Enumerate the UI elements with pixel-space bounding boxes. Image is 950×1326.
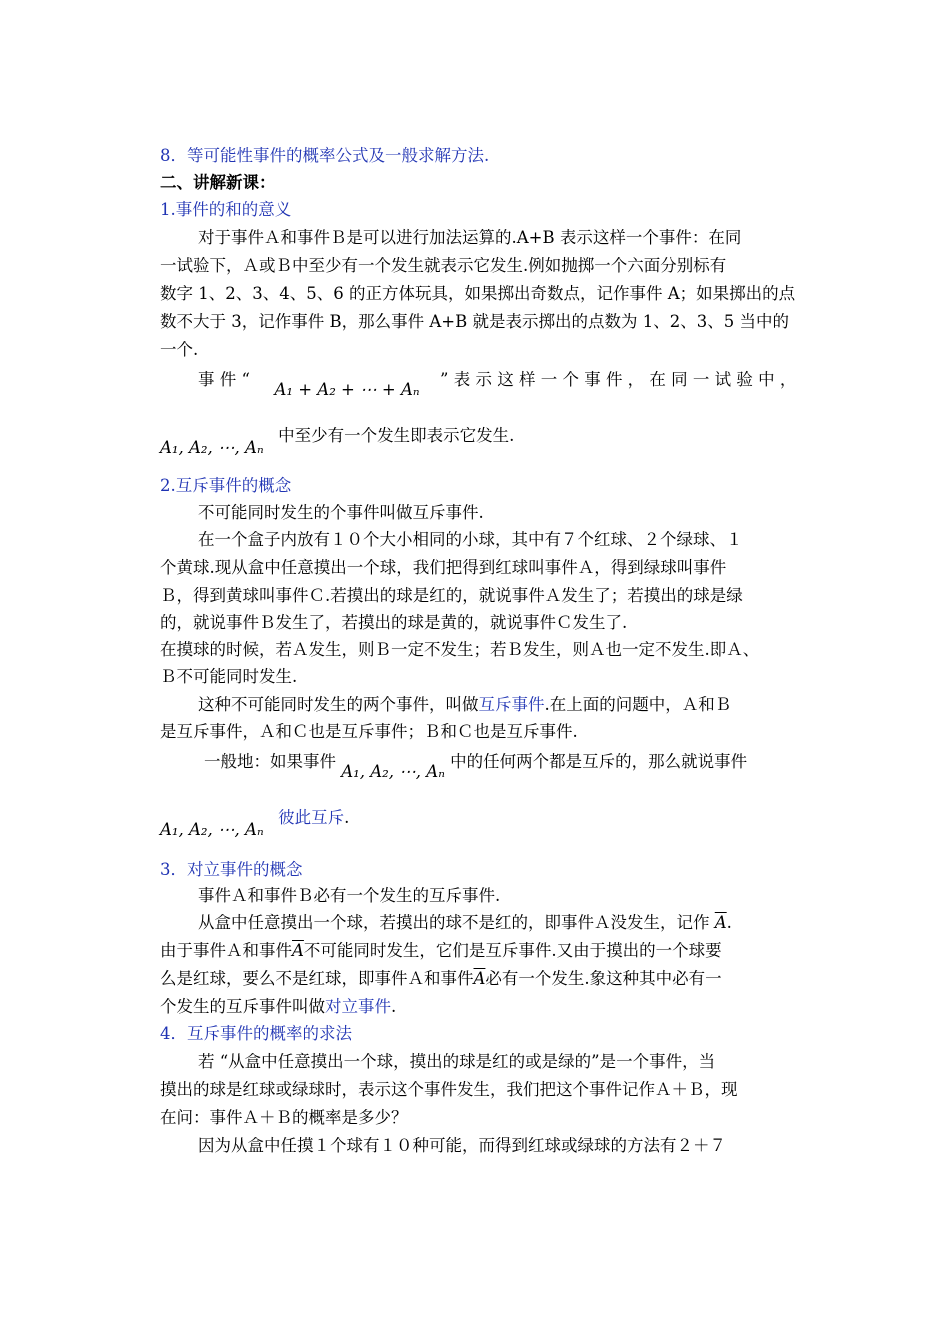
- event-sum-line: [198, 370, 797, 399]
- paragraph-line: Ｂ，得到黄球叫事件Ｃ.若摸出的球是红的，就说事件Ａ发生了；若摸出的球是绿: [160, 586, 743, 605]
- term-mutually-exclusive: 互斥事件: [478, 695, 545, 714]
- general-definition-line: [204, 752, 836, 781]
- paragraph-line: 的，就说事件Ｂ发生了，若摸出的球是黄的，就说事件Ｃ发生了.: [160, 613, 628, 632]
- text-fragment: 必有一个发生.象这种其中必有一: [485, 969, 722, 988]
- a-bar-symbol: $\overline{A}$: [714, 913, 727, 932]
- mutual-exclusive-definition: [198, 695, 792, 715]
- paragraph-line: 不可能同时发生的个事件叫做互斥事件.: [198, 503, 484, 522]
- text-fragment: 从盒中任意摸出一个球，若摸出的球不是红的，即事件Ａ没发生，记作: [198, 913, 710, 932]
- event-sum-line-2: [160, 426, 792, 457]
- text-fragment: 个发生的互斥事件叫做: [160, 997, 325, 1016]
- text-fragment: .: [344, 808, 350, 827]
- sequence-formula: A₁, A₂, ⋯, Aₙ: [341, 762, 445, 781]
- complement-line-4: [160, 997, 792, 1017]
- complement-line-3: [160, 969, 792, 989]
- text-fragment: 中的任何两个都是互斥的，那么就说事件: [450, 752, 748, 771]
- paragraph-line: 摸出的球是红球或绿球时，表示这个事件发生，我们把这个事件记作Ａ＋Ｂ，现: [160, 1080, 738, 1099]
- part-2-heading: 二、讲解新课：: [160, 173, 276, 192]
- sum-formula: A₁ + A₂ + ⋯ + Aₙ: [274, 380, 420, 399]
- paragraph-line: 一个.: [160, 340, 199, 359]
- text-fragment: 一般地：如果事件: [204, 752, 336, 771]
- text-fragment: 不可能同时发生，它们是互斥事件.又由于摸出的一个球要: [303, 941, 722, 960]
- paragraph-line: 在一个盒子内放有１０个大小相同的小球，其中有７个红球、２个绿球、１: [198, 530, 743, 549]
- text-fragment: 么是红球，要么不是红球，即事件Ａ和事件: [160, 969, 474, 988]
- subheading-4: 4．互斥事件的概率的求法: [160, 1024, 352, 1043]
- paragraph-line: 数不大于 3，记作事件 B，那么事件 A+B 就是表示掷出的点数为 1、2、3、5 当中的: [160, 312, 789, 331]
- text-fragment: 中至少有一个发生即表示它发生.: [278, 426, 515, 445]
- general-definition-line-2: [160, 808, 792, 839]
- text-fragment: 由于事件Ａ和事件: [160, 941, 292, 960]
- sequence-formula: A₁, A₂, ⋯, Aₙ: [160, 820, 264, 839]
- subheading-3: 3．对立事件的概念: [160, 860, 303, 879]
- complement-line-1: [198, 913, 792, 933]
- text-fragment: .: [391, 997, 397, 1016]
- complement-line-2: [160, 941, 792, 961]
- paragraph-line: 对于事件Ａ和事件Ｂ是可以进行加法运算的.A+B 表示这样一个事件：在同: [198, 228, 742, 247]
- term-mutually-exclusive-each: 彼此互斥: [278, 808, 345, 827]
- paragraph-line: 事件Ａ和事件Ｂ必有一个发生的互斥事件.: [198, 886, 501, 905]
- paragraph-line: 是互斥事件，Ａ和Ｃ也是互斥事件；Ｂ和Ｃ也是互斥事件.: [160, 722, 578, 741]
- a-bar-symbol: $\overline{A}$: [292, 941, 304, 960]
- subheading-2: 2.互斥事件的概念: [160, 476, 292, 495]
- paragraph-line: 数字 1、2、3、4、5、6 的正方体玩具，如果掷出奇数点，记作事件 A；如果掷出的点: [160, 284, 796, 303]
- paragraph-line: 在摸球的时候，若Ａ发生，则Ｂ一定不发生；若Ｂ发生，则Ａ也一定不发生.即Ａ、: [160, 640, 760, 659]
- text-fragment: ” 表 示 这 样 一 个 事 件 ， 在 同 一 试 验 中 ，: [440, 370, 797, 389]
- sequence-formula: A₁, A₂, ⋯, Aₙ: [160, 438, 264, 457]
- term-complementary-events: 对立事件: [325, 997, 391, 1016]
- text-fragment: 这种不可能同时发生的两个事件，叫做: [198, 695, 479, 714]
- text-fragment: .在上面的问题中，Ａ和Ｂ: [544, 695, 732, 714]
- paragraph-line: 个黄球.现从盒中任意摸出一个球，我们把得到红球叫事件Ａ，得到绿球叫事件: [160, 558, 727, 577]
- paragraph-line: 因为从盒中任摸１个球有１０种可能，而得到红球或绿球的方法有２＋７: [198, 1136, 726, 1155]
- subheading-1: 1.事件的和的意义: [160, 200, 292, 219]
- paragraph-line: 若 “从盒中任意摸出一个球，摸出的球是红的或是绿的”是一个事件，当: [198, 1052, 716, 1071]
- text-fragment: .: [726, 913, 732, 932]
- paragraph-line: 一试验下，Ａ或Ｂ中至少有一个发生就表示它发生.例如抛掷一个六面分别标有: [160, 256, 727, 275]
- text-fragment: 事 件 “: [198, 370, 250, 389]
- section-8-heading: 8．等可能性事件的概率公式及一般求解方法.: [160, 146, 490, 165]
- a-bar-symbol: $\overline{A}$: [473, 969, 486, 988]
- paragraph-line: 在问：事件Ａ＋Ｂ的概率是多少？: [160, 1108, 408, 1127]
- paragraph-line: Ｂ不可能同时发生.: [160, 667, 298, 686]
